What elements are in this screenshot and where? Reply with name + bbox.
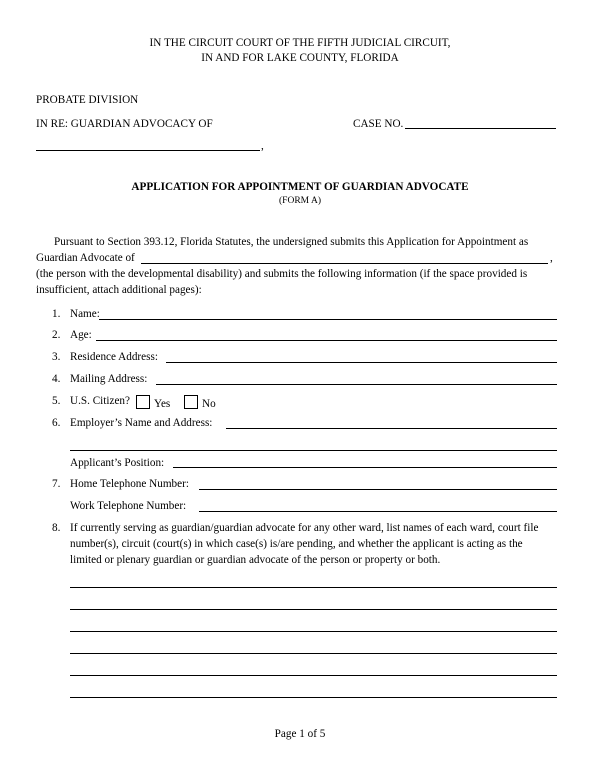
item-number-2: 2. — [52, 329, 61, 341]
other-wards-field-line2[interactable] — [70, 609, 557, 610]
mailing-address-label: Mailing Address: — [70, 373, 148, 385]
other-wards-text-line1: If currently serving as guardian/guardian advocate for any other ward, list names of each ward, court file — [70, 522, 539, 534]
ward-name-field[interactable] — [36, 150, 260, 151]
case-no-label: CASE NO. — [353, 118, 404, 130]
other-wards-field-line5[interactable] — [70, 675, 557, 676]
item-number-4: 4. — [52, 373, 61, 385]
yes-checkbox[interactable] — [136, 395, 150, 409]
applicant-position-field[interactable] — [173, 467, 557, 468]
form-subtitle: (FORM A) — [279, 196, 321, 206]
no-label: No — [202, 398, 216, 410]
other-wards-field-line1[interactable] — [70, 587, 557, 588]
us-citizen-no-option[interactable] — [184, 395, 216, 411]
home-phone-label: Home Telephone Number: — [70, 478, 189, 490]
case-no-field[interactable] — [405, 128, 556, 129]
item-number-8: 8. — [52, 522, 61, 534]
intro-line4: insufficient, attach additional pages): — [36, 284, 202, 296]
employer-label: Employer’s Name and Address: — [70, 417, 213, 429]
court-header-line2: IN AND FOR LAKE COUNTY, FLORIDA — [201, 52, 399, 64]
yes-label: Yes — [154, 398, 171, 410]
home-phone-field[interactable] — [199, 489, 557, 490]
other-wards-text-line3: limited or plenary guardian or guardian advocate of the person or property or both. — [70, 554, 441, 566]
us-citizen-label: U.S. Citizen? — [70, 395, 130, 407]
work-phone-label: Work Telephone Number: — [70, 500, 187, 512]
item-number-1: 1. — [52, 308, 61, 320]
intro-line1: Pursuant to Section 393.12, Florida Statutes, the undersigned submits this Application for Appointment as — [54, 236, 529, 248]
intro-line3: (the person with the developmental disability) and submits the following information (if the space provided is — [36, 268, 528, 280]
age-label: Age: — [70, 329, 92, 341]
other-wards-field-line6[interactable] — [70, 697, 557, 698]
employer-field-line2[interactable] — [70, 450, 557, 451]
page-footer: Page 1 of 5 — [274, 728, 326, 740]
intro-line2-prefix: Guardian Advocate of — [36, 252, 135, 264]
other-wards-field-line4[interactable] — [70, 653, 557, 654]
item-number-6: 6. — [52, 417, 61, 429]
form-title: APPLICATION FOR APPOINTMENT OF GUARDIAN ADVOCATE — [131, 181, 469, 193]
item-number-5: 5. — [52, 395, 61, 407]
name-label: Name: — [70, 308, 100, 320]
item-number-7: 7. — [52, 478, 61, 490]
applicant-position-label: Applicant’s Position: — [70, 457, 165, 469]
residence-address-label: Residence Address: — [70, 351, 158, 363]
us-citizen-yes-option[interactable] — [136, 395, 170, 411]
name-field[interactable] — [99, 319, 557, 320]
age-field[interactable] — [96, 340, 557, 341]
work-phone-field[interactable] — [199, 511, 557, 512]
court-header-line1: IN THE CIRCUIT COURT OF THE FIFTH JUDICIAL CIRCUIT, — [149, 37, 451, 49]
residence-address-field[interactable] — [166, 362, 557, 363]
division-label: PROBATE DIVISION — [36, 94, 139, 106]
other-wards-field-line3[interactable] — [70, 631, 557, 632]
ward-name-comma: , — [261, 140, 264, 152]
guardian-advocate-of-field[interactable] — [141, 263, 548, 264]
item-number-3: 3. — [52, 351, 61, 363]
intro-line2-suffix: , — [550, 252, 553, 264]
mailing-address-field[interactable] — [156, 384, 557, 385]
in-re-label: IN RE: GUARDIAN ADVOCACY OF — [36, 118, 213, 130]
no-checkbox[interactable] — [184, 395, 198, 409]
employer-field[interactable] — [226, 428, 557, 429]
other-wards-text-line2: number(s), circuit (court(s) in which case(s) is/are pending, and whether the applicant is acting as the — [70, 538, 523, 550]
